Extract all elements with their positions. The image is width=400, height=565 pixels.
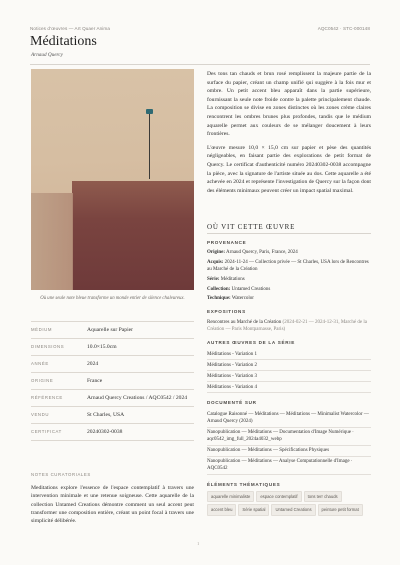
metadata-row-sold [31,406,194,423]
artist-name: Arnaud Quercy [31,52,63,58]
theme-tag[interactable]: espace contemplatif [256,491,301,502]
fact-value: Arnaud Quercy, Paris, France, 2024 [226,250,298,256]
provenance-block [207,239,371,302]
documented-block [207,399,371,475]
documented-link-3[interactable]: Nanopublication — Méditations — Spécifications Physiques [207,446,371,457]
theme-tag[interactable]: accent bleu [207,504,236,515]
metadata-key: MÉDIUM [31,327,53,332]
metadata-row-reference [31,389,194,406]
where-section [207,239,371,522]
fact-label: Technique: [207,296,231,302]
series-link-2[interactable]: Méditations - Variation 2 [207,360,371,371]
metadata-key: ORIGINE [31,378,54,383]
metadata-row-year [31,355,194,372]
metadata-value: 2024 [87,361,99,367]
exhibition-entry[interactable] [207,319,371,333]
themes-heading: ÉLÉMENTS THÉMATIQUES [207,481,281,487]
metadata-row-origin [31,372,194,389]
theme-tag[interactable]: tons terr chauds [304,491,342,502]
metadata-value: 10.0×15.0cm [87,344,117,350]
exhibitions-block [207,308,371,333]
fact-value: Untamed Creations [231,286,271,292]
fact-label: Origine: [207,250,226,256]
series-block [207,339,371,393]
artwork-caption: Où une seule note bleue transforme un monde entier de silence chaleureux. [40,296,185,301]
theme-tags [207,491,371,515]
metadata-key: RÉFÉRENCE [31,395,63,400]
breadcrumb: Notices d’œuvres — Art Quaer Anima [30,26,110,31]
metadata-key: VENDU [31,412,50,417]
series-link-3[interactable]: Méditations - Variation 3 [207,371,371,382]
theme-tag[interactable]: Untamed Creations [271,504,315,515]
metadata-key: CERTIFICAT [31,429,62,434]
curatorial-notes-heading: NOTES CURATORIALES [31,472,91,477]
page-title: Méditations [30,34,97,49]
theme-tag[interactable]: peinture petit format [318,504,363,515]
reference-code: AQC0542 · STC-000148 [317,26,370,31]
metadata-value: Aquarelle sur Papier [87,327,133,333]
documented-link-4[interactable]: Nanopublication — Méditations — Analyse Computationnelle d'Image · AQC0542 [207,457,371,475]
provenance-technique [207,295,371,302]
header-divider [30,64,370,65]
series-link-4[interactable]: Méditations - Variation 4 [207,382,371,393]
exhibitions-heading: EXPOSITIONS [207,309,246,315]
themes-block [207,481,371,516]
metadata-table [31,321,194,441]
fact-label: Série: [207,276,220,282]
where-section-title: OÙ VIT CETTE ŒUVRE [207,223,296,231]
theme-tag[interactable]: Série spatial [238,504,269,515]
artwork-blue-accent [146,109,153,114]
description-paragraph: Des tons tan chauds et brun rosé remplissent la majeure partie de la surface du papier, créant un champ unifié qui suggère à la fois mur et ombre. Un petit accent bleu apparaît dans la partie supérieure, fournissant la seule note froide contre la palette principalement chaude. La composition se divise en zones distinctes où les zones crème claires rencontrent les ombres brunes plus profondes, tandis que le médium aquarelle permet aux couleurs de se mélanger doucement à leurs frontières. [207,71,371,138]
metadata-key: ANNÉE [31,361,49,366]
artwork-mid-region [31,193,73,290]
series-heading: AUTRES ŒUVRES DE LA SÉRIE [207,340,296,346]
metadata-value: St Charles, USA [87,412,125,418]
metadata-value: France [87,378,103,384]
provenance-collection [207,286,371,293]
artwork-description [207,70,371,200]
metadata-value: 20240302-0038 [87,429,123,435]
provenance-heading: PROVENANCE [207,240,247,245]
page-number: 1 [197,541,200,546]
top-bar [30,26,370,31]
provenance-origin [207,249,371,256]
metadata-row-dimensions [31,338,194,355]
documented-link-1[interactable]: Catalogue Raisonné — Méditations — Méditations — Minimalist Watercolor — Arnaud Quercy (2024) [207,409,371,427]
documented-heading: DOCUMENTÉ SUR [207,400,257,406]
series-link-1[interactable]: Méditations - Variation 1 [207,349,371,360]
exhibition-detail: (2024-02-21 — 2024-12-31, Marché de la Création — Paris Montparnasse, Paris) [207,319,367,332]
fact-label: Collection: [207,286,231,292]
artwork-dark-region [72,181,194,290]
fact-value: Watercolor [231,296,254,302]
provenance-series [207,276,371,283]
metadata-row-medium [31,321,194,338]
exhibition-title[interactable]: Rencontres au Marché de la Création [207,319,282,325]
fact-value: Méditations [220,276,245,282]
description-paragraph: L'œuvre mesure 10,0 × 15,0 cm sur papier et pèse des quantités négligeables, en faisant partie des explorations de petit format de Quercy. Le certificat d'authenticité numéro 20240302-0038 accompagne la pièce, avec la signature de l'artiste située au dos. Cette aquarelle a été achevée en 2024 et représente l'investigation de Quercy sur la façon dont des éléments minimaux peuvent créer un impact spatial maximal. [207,144,371,194]
curatorial-notes-text: Meditations explore l'essence de l'espace contemplatif à travers une intervention minimale et une retenue soigneuse. Cette aquarelle de la collection Untamed Creations démontre comment un seul accent peut transformer une composition entière, créant un point focal à travers une simplicité délibérée. [31,485,194,525]
provenance-acquired [207,259,371,273]
fact-value: 2024-11-24 — Collection privée — St Charles, USA lors de Rencontres au Marché de la Création [207,259,369,273]
artwork-vertical-line [149,111,150,179]
metadata-row-certificate [31,423,194,441]
metadata-key: DIMENSIONS [31,344,65,349]
artwork-image [31,69,194,290]
documented-link-2[interactable]: Nanopublication — Méditations — Documentation d'Image Numérique · aqc0542_img_full_2024a4032_webp [207,428,371,446]
where-section-divider [207,233,371,234]
fact-label: Acquis: [207,259,224,265]
metadata-value: Arnaud Quercy Creations / AQC0542 / 2024 [87,395,188,401]
theme-tag[interactable]: aquarelle minimaliste [207,491,254,502]
